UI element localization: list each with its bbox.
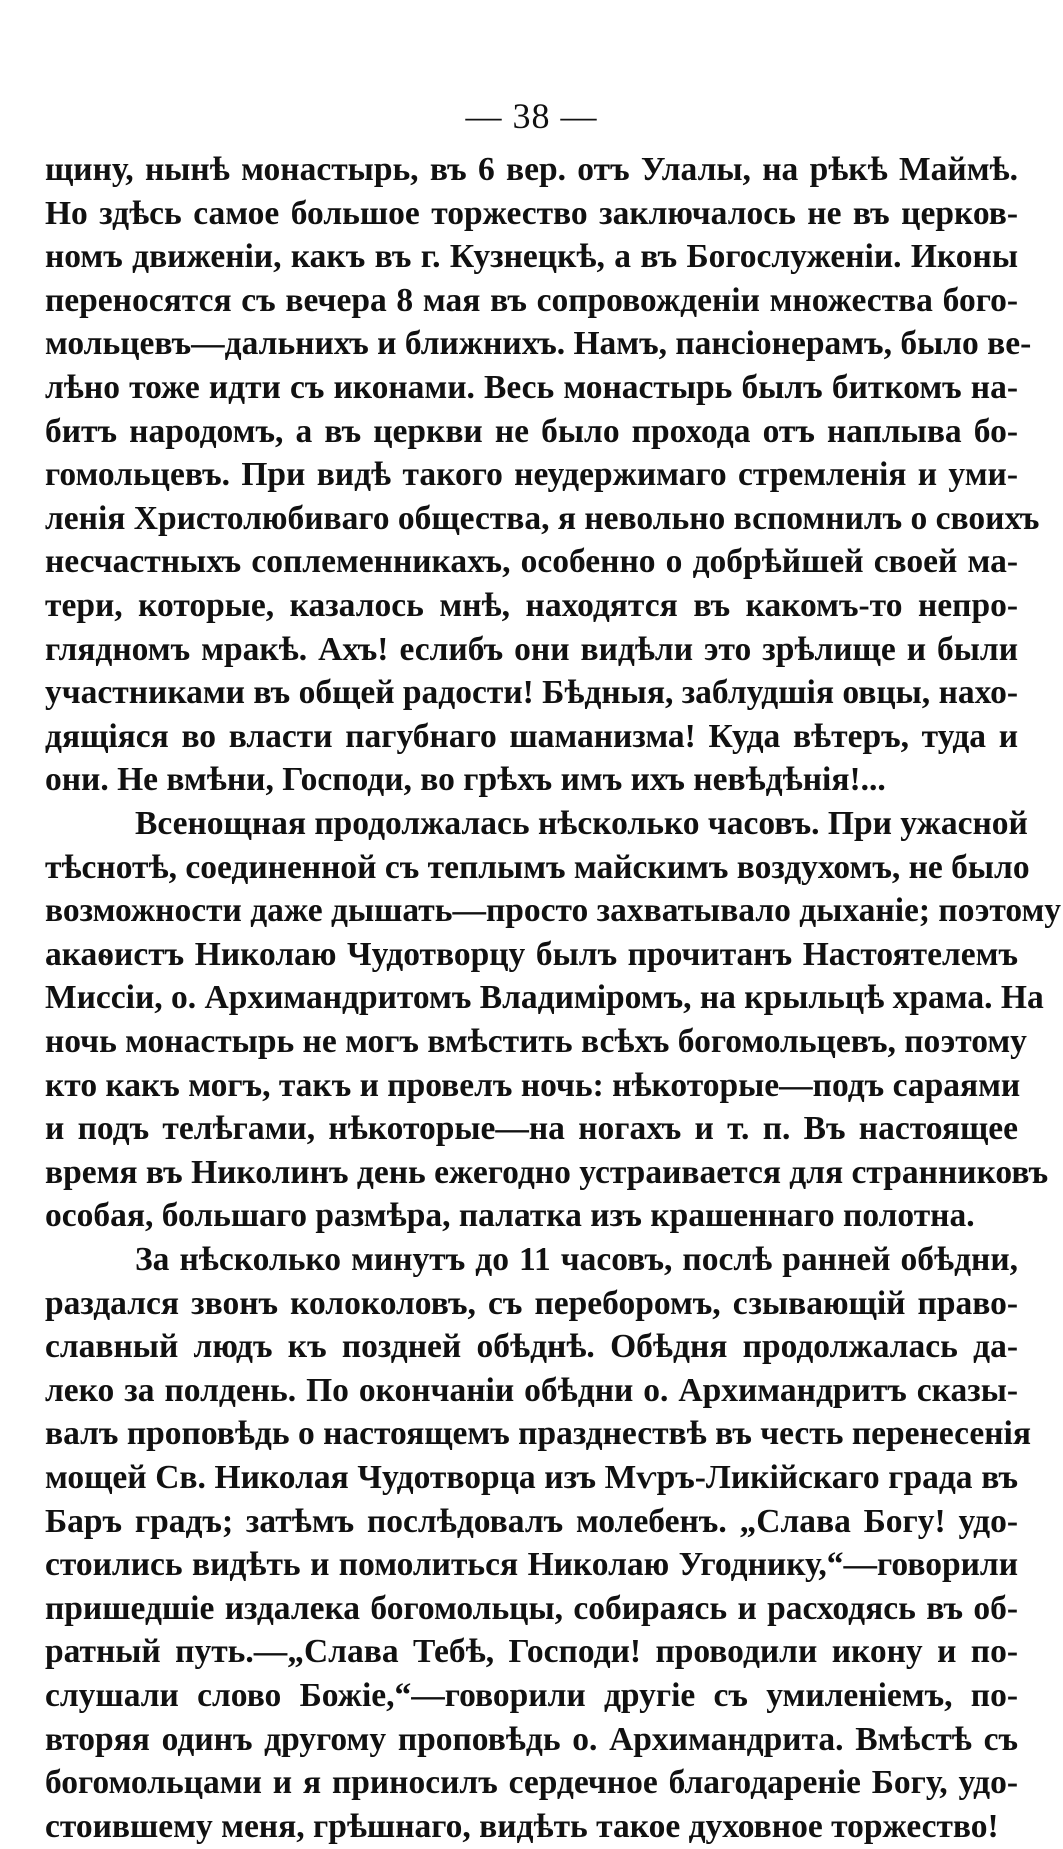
text-line: переносятся съ вечера 8 мая въ сопровожденіи множества бого- <box>45 281 1018 319</box>
text-line: лѣно тоже идти съ иконами. Весь монастырь былъ биткомъ на- <box>45 369 1018 406</box>
text-line: кто какъ могъ, такъ и провелъ ночь: нѣкоторые—подъ сараями <box>45 1066 1021 1104</box>
text-line: щину, нынѣ монастырь, въ 6 вер. отъ Улалы, на рѣкѣ Маймѣ. <box>45 151 1018 188</box>
text-line: мольцевъ—дальнихъ и ближнихъ. Намъ, пансіонерамъ, было ве- <box>45 325 1032 363</box>
text-line: битъ народомъ, а въ церкви не было прохода отъ наплыва бо- <box>45 412 1018 450</box>
text-line: глядномъ мракѣ. Ахъ! еслибъ они видѣли это зрѣлище и были <box>45 630 1018 668</box>
text-line: тѣснотѣ, соединенной съ теплымъ майскимъ воздухомъ, не было <box>45 848 1030 886</box>
text-line: номъ движеніи, какъ въ г. Кузнецкѣ, а въ Богослуженіи. Иконы <box>45 238 1018 276</box>
text-line: раздался звонъ колоколовъ, съ переборомъ, сзывающій право- <box>45 1284 1018 1322</box>
text-line: валъ проповѣдь о настоящемъ празднествѣ въ честь перенесенія <box>45 1415 1031 1453</box>
text-line: мощей Св. Николая Чудотворца изъ Мѵръ-Ликійскаго града въ <box>45 1459 1018 1496</box>
text-line: участниками въ общей радости! Бѣдныя, заблудшія овцы, нахо- <box>45 674 1018 712</box>
text-line: пришедшіе издалека богомольцы, собираясь и расходясь въ об- <box>45 1589 1018 1627</box>
text-line: дящіяся во власти пагубнаго шаманизма! Куда вѣтеръ, туда и <box>45 717 1018 755</box>
text-line: они. Не вмѣни, Господи, во грѣхъ имъ ихъ невѣдѣнія!... <box>45 761 886 799</box>
text-line: За нѣсколько минутъ до 11 часовъ, послѣ ранней обѣдни, <box>135 1241 1018 1278</box>
text-line: тери, которые, казалось мнѣ, находятся въ какомъ-то непро- <box>45 587 1018 624</box>
text-line: время въ Николинъ день ежегодно устраивается для странниковъ <box>45 1153 1049 1191</box>
text-line: стоились видѣть и помолиться Николаю Угоднику,“—говорили <box>45 1546 1018 1584</box>
text-line: ночь монастырь не могъ вмѣстить всѣхъ богомольцевъ, поэтому <box>45 1023 1027 1060</box>
text-line: слушали слово Божіе,“—говорили другіе съ умиленіемъ, по- <box>45 1677 1018 1714</box>
text-line: гомольцевъ. При видѣ такого неудержимаго стремленія и уми- <box>45 456 1018 494</box>
text-line: и подъ телѣгами, нѣкоторые—на ногахъ и т. п. Въ настоящее <box>45 1110 1018 1148</box>
text-line: стоившему меня, грѣшнаго, видѣть такое духовное торжество! <box>45 1807 999 1845</box>
text-line: богомольцами и я приносилъ сердечное благодареніе Богу, удо- <box>45 1764 1018 1802</box>
text-line: ратный путь.—„Слава Тебѣ, Господи! проводили икону и по- <box>45 1633 1018 1671</box>
text-line: ленія Христолюбиваго общества, я невольно вспомнилъ о своихъ <box>45 499 1040 537</box>
text-line: Баръ градъ; затѣмъ послѣдовалъ молебенъ. „Слава Богу! удо- <box>45 1502 1018 1540</box>
text-line: акаѳистъ Николаю Чудотворцу былъ прочитанъ Настоятелемъ <box>45 935 1018 973</box>
text-line: Миссіи, о. Архимандритомъ Владиміромъ, на крыльцѣ храма. На <box>45 979 1044 1017</box>
text-line: вторяя одинъ другому проповѣдь о. Архимандрита. Вмѣстѣ съ <box>45 1720 1018 1758</box>
text-line: славный людъ къ поздней обѣднѣ. Обѣдня продолжалась да- <box>45 1328 1018 1366</box>
text-line: леко за полдень. По окончаніи обѣдни о. Архимандритъ сказы- <box>45 1371 1018 1409</box>
text-line: несчастныхъ соплеменникахъ, особенно о добрѣйшей своей ма- <box>45 543 1018 581</box>
text-line: возможности даже дышать—просто захватывало дыханіе; поэтому <box>45 892 1062 930</box>
text-line: Но здѣсь самое большое торжество заключалось не въ церков- <box>45 194 1018 232</box>
text-line: Всенощная продолжалась нѣсколько часовъ. При ужасной <box>135 805 1028 842</box>
text-line: особая, большаго размѣра, палатка изъ крашеннаго полотна. <box>45 1197 975 1235</box>
page-number: — 38 — <box>465 96 598 136</box>
